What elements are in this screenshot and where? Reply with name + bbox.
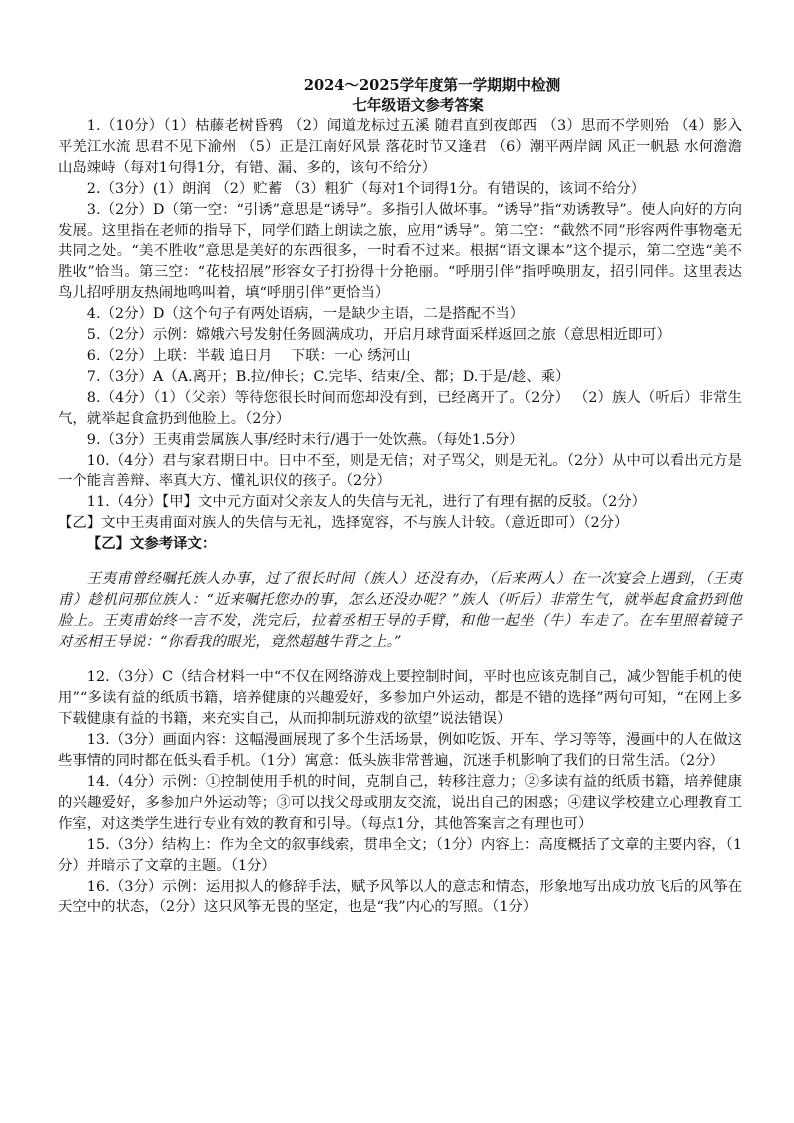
answer-9: 9.（3分）王夷甫尝属族人事/经时未行/遇于一处饮燕。（每处1.5分） (86, 431, 524, 448)
answer-sheet (58, 76, 742, 918)
translation-text: 王夷甫曾经嘱托族人办事，过了很长时间（族人）还没有办，（后来两人）在一次宴会上遇到，（王夷甫）趁机问那位族人：“近来嘱托您办的事，怎么还没办呢？”族人（听后）非常生气，就举起食盒扔到他脸上。王夷甫始终一言不发，洗完后，拉着丞相王导的手臂，和他一起坐（牛）车走了。在车里照着镜子对丞相王导说：“你看我的眼光，竟然超越牛背之上。” (58, 571, 742, 651)
answer-12: 12.（3分）C（结合材料一中“不仅在网络游戏上要控制时间，平时也应该克制自己，减少智能手机的使用”“多读有益的纸质书籍，培养健康的兴趣爱好，多参加户外运动，都是不错的选择”两句可知，“在网上多下载健康有益的书籍，来充实自己，从而抑制玩游戏的欲望”说法错误） (58, 669, 742, 728)
answer-2: 2.（3分）(1）朗润 （2）贮蓄 （3）粗犷（每对1个词得1分。有错误的，该词不给分） (86, 180, 646, 197)
answer-3: 3.（2分）D（第一空：“引诱”意思是“诱导”。多指引人做坏事。“诱导”指“劝诱教导”。使人向好的方向发展。这里指在老师的指导下，同学们踏上朗读之旅，应用“诱导”。第二空：“截然不同”形容两件事物毫无共同之处。“美不胜收”意思是美好的东西很多，一时看不过来。根据“语文课本”这个提示，第二空选“美不胜收”恰当。第三空：“花枝招展”形容女子打扮得十分艳丽。“呼朋引伴”指呼唤朋友，招引同伴。这里表达鸟儿招呼朋友热闹地鸣叫着，填“呼朋引伴”更恰当） (58, 201, 742, 302)
page-title: 2024～2025学年度第一学期期中检测 (303, 77, 561, 94)
answer-4: 4.（2分）D（这个句子有两处语病，一是缺少主语，二是搭配不当） (86, 306, 525, 323)
answer-6: 6.（2分）上联：半载 追日月 下联：一心 绣河山 (86, 347, 411, 364)
answer-14: 14.（4分）示例：①控制使用手机的时间，克制自己，转移注意力；②多读有益的纸质书籍，培养健康的兴趣爱好，多参加户外运动等；③可以找父母或朋友交流，说出自己的困惑；④建议学校建立心理教育工作室，对这类学生进行专业有效的教育和引导。（每点1分，其他答案言之有理也可） (58, 773, 742, 832)
answer-15: 15.（3分）结构上：作为全文的叙事线索，贯串全文；（1分）内容上：高度概括了文章的主要内容，（1分）并暗示了文章的主题。（1分） (58, 836, 742, 874)
translation-heading: 【乙】文参考译文： (86, 535, 217, 553)
answer-16: 16.（3分）示例：运用拟人的修辞手法，赋予风筝以人的意志和情态，形象地写出成功放飞后的风筝在天空中的状态，（2分）这只风筝无畏的坚定，也是“我”内心的写照。（1分） (58, 878, 742, 916)
answer-11: 11.（4分）【甲】文中元方面对父亲友人的失信与无礼，进行了有理有据的反驳。（2分） (86, 494, 647, 511)
page-subtitle: 七年级语文参考答案 (352, 97, 484, 114)
answer-5: 5.（2分）示例：嫦娥六号发射任务圆满成功，开启月球背面采样返回之旅（意思相近即可） (86, 327, 671, 344)
answer-8: 8.（4分）（1）（父亲）等待您很长时间而您却没有到，已经离开了。（2分） （2）族人（听后）非常生气，就举起食盒扔到他脸上。（2分） (58, 389, 742, 427)
answer-1: 1.（10分）（1）枯藤老树昏鸦 （2）闻道龙标过五溪 随君直到夜郎西 （3）思而不学则殆 （4）影入平羌江水流 思君不见下渝州 （5）正是江南好风景 落花时节又逢君 （6）潮平两岸阔 风正一帆悬 水何澹澹 山岛竦峙（每对1句得1分，有错、漏、多的，该句不给分） (58, 118, 742, 176)
answer-13: 13.（3分）画面内容：这幅漫画展现了多个生活场景，例如吃饭、开车、学习等等，漫画中的人在做这些事情的同时都在低头看手机。（1分）寓意：低头族非常普遍，沉迷手机影响了我们的日常生活。（2分） (58, 732, 742, 770)
answer-11-continued: 【乙】文中王夷甫面对族人的失信与无礼，选择宽容，不与族人计较。（意近即可）（2分） (58, 515, 629, 532)
answer-10: 10.（4分）君与家君期日中。日中不至，则是无信；对子骂父，则是无礼。（2分）从中可以看出元方是一个能言善辩、率真大方、懂礼识仪的孩子。（2分） (58, 452, 742, 490)
answer-7: 7.（3分）A（A.离开；B.拉/伸长；C.完毕、结束/全、都；D.于是/趁、乘） (86, 368, 570, 385)
